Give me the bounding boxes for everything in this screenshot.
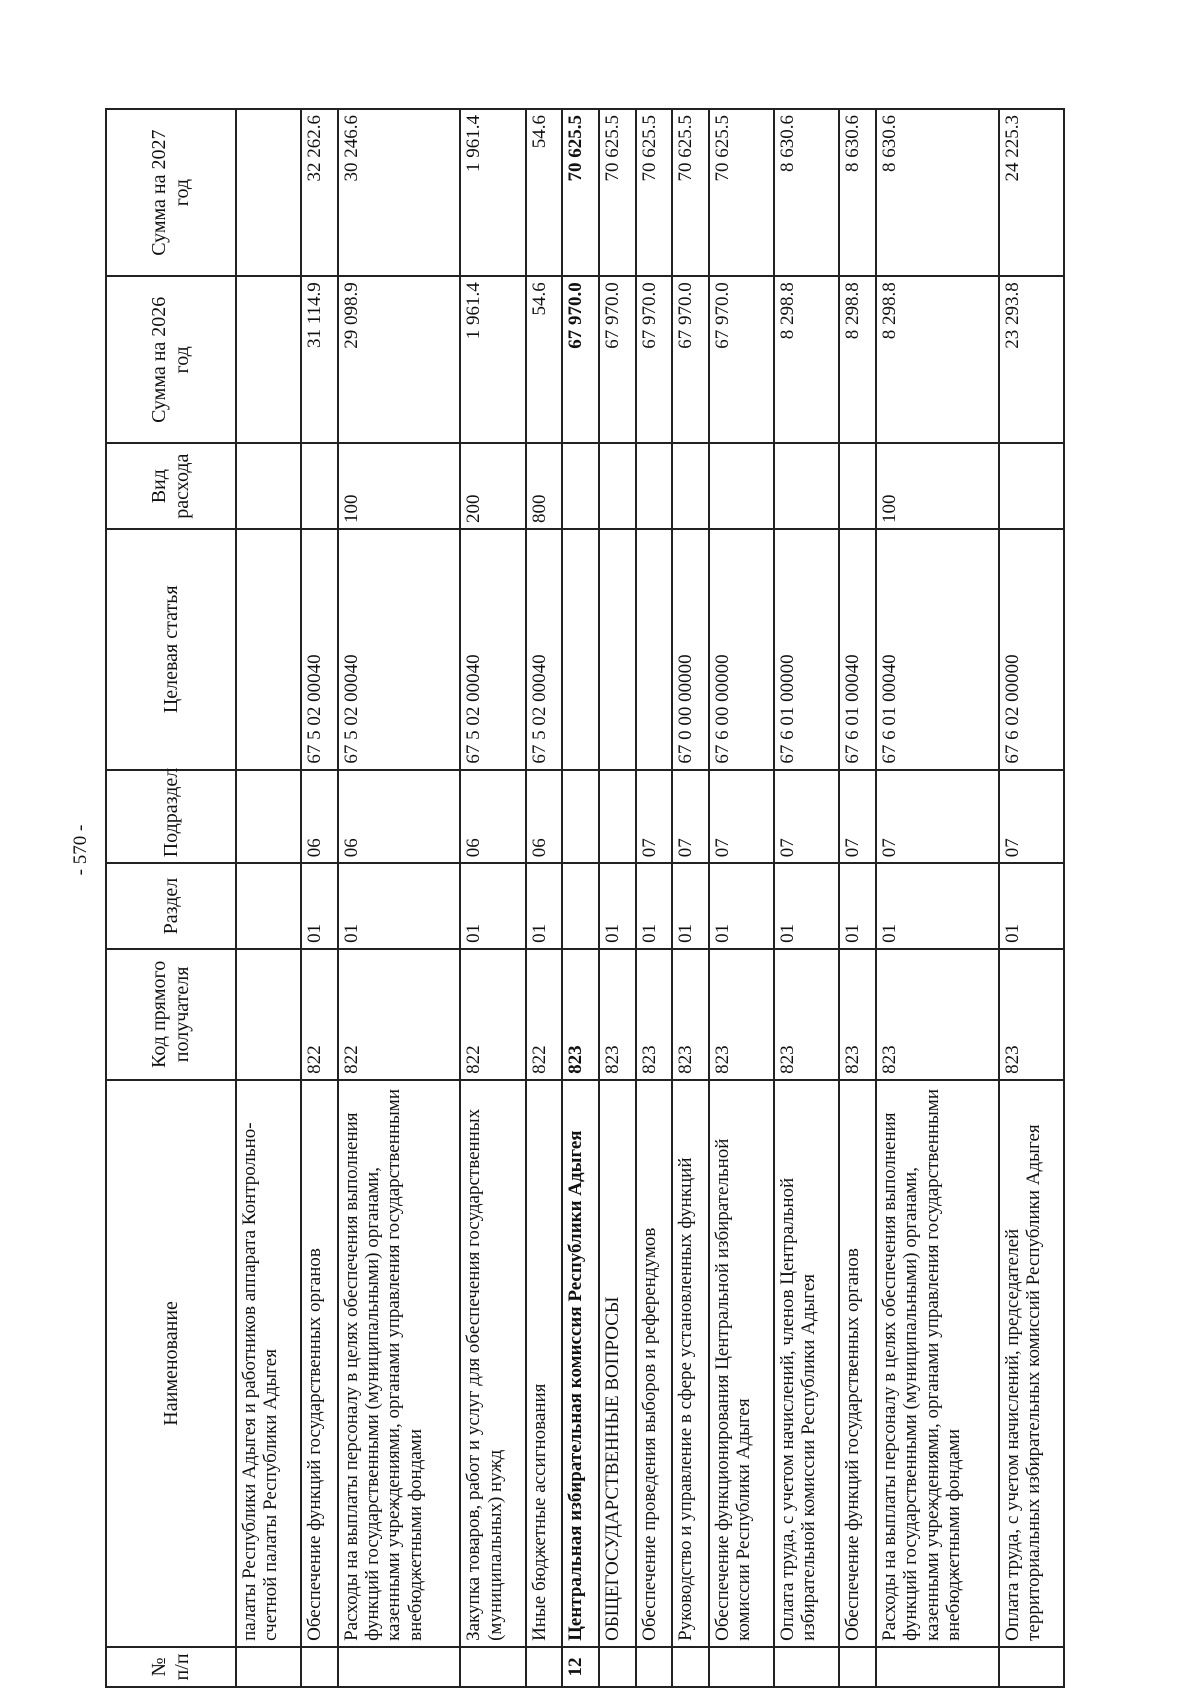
page-number: - 570 - (70, 824, 91, 876)
cell-recipient: 822 (460, 949, 525, 1080)
cell-sum2027: 30 246.6 (338, 109, 460, 276)
cell-expense (301, 443, 338, 529)
cell-no (636, 1647, 673, 1687)
cell-no: 12 (562, 1647, 599, 1687)
table-row (562, 109, 599, 1687)
cell-name: Иные бюджетные ассигнования (526, 1080, 563, 1647)
cell-sum2027: 70 625.5 (599, 109, 636, 276)
cell-recipient: 823 (876, 949, 998, 1080)
cell-name: Руководство и управление в сфере установленных функций (672, 1080, 709, 1647)
cell-sum2026: 31 114.9 (301, 276, 338, 443)
cell-no (839, 1647, 876, 1687)
cell-sum2026: 23 293.8 (999, 276, 1064, 443)
cell-expense (636, 443, 673, 529)
budget-table (105, 108, 1065, 1688)
cell-no (672, 1647, 709, 1687)
cell-name: Закупка товаров, работ и услуг для обеспечения государственных (муниципальных) нужд (460, 1080, 525, 1647)
cell-name: Центральная избирательная комиссия Республики Адыгея (562, 1080, 599, 1647)
cell-section: 01 (774, 863, 839, 949)
header-no: № п/п (106, 1647, 236, 1687)
cell-expense (999, 443, 1064, 529)
header-name: Наименование (106, 1080, 236, 1647)
cell-no (301, 1647, 338, 1687)
cell-target: 67 5 02 00040 (460, 529, 525, 770)
cell-section (562, 863, 599, 949)
cell-sum2027: 8 630.6 (876, 109, 998, 276)
cell-sum2027: 54.6 (526, 109, 563, 276)
cell-sum2027: 24 225.3 (999, 109, 1064, 276)
cell-sum2026: 8 298.8 (774, 276, 839, 443)
cell-section: 01 (338, 863, 460, 949)
cell-subsection: 07 (636, 770, 673, 864)
cell-target: 67 6 00 00000 (709, 529, 774, 770)
cell-sum2026: 54.6 (526, 276, 563, 443)
cell-expense (236, 443, 301, 529)
cell-sum2026: 8 298.8 (876, 276, 998, 443)
table-row (338, 109, 460, 1687)
cell-subsection: 07 (839, 770, 876, 864)
cell-sum2027: 70 625.5 (562, 109, 599, 276)
cell-recipient: 823 (709, 949, 774, 1080)
cell-target: 67 0 00 00000 (672, 529, 709, 770)
cell-sum2027: 1 961.4 (460, 109, 525, 276)
cell-name: Оплата труда, с учетом начислений, председателей территориальных избирательных комиссий Республики Адыгея (999, 1080, 1064, 1647)
cell-recipient: 823 (839, 949, 876, 1080)
cell-expense: 200 (460, 443, 525, 529)
header-expense: Вид расхода (106, 443, 236, 529)
cell-sum2026: 67 970.0 (562, 276, 599, 443)
cell-recipient (236, 949, 301, 1080)
cell-expense: 100 (338, 443, 460, 529)
cell-target: 67 5 02 00040 (301, 529, 338, 770)
cell-subsection (236, 770, 301, 864)
cell-no (526, 1647, 563, 1687)
header-target: Целевая статья (106, 529, 236, 770)
table-row (672, 109, 709, 1687)
cell-name: Расходы на выплаты персоналу в целях обеспечения выполнения функций государственными (муниципальными) органами, казенными учреждениями, органами управления государственными внебюджетными фондами (338, 1080, 460, 1647)
cell-subsection (562, 770, 599, 864)
cell-sum2026: 8 298.8 (839, 276, 876, 443)
cell-no (774, 1647, 839, 1687)
cell-expense (599, 443, 636, 529)
table-row (876, 109, 998, 1687)
header-row (106, 109, 236, 1687)
cell-sum2026: 1 961.4 (460, 276, 525, 443)
cell-no (236, 1647, 301, 1687)
cell-expense (672, 443, 709, 529)
cell-recipient: 823 (999, 949, 1064, 1080)
cell-name: Оплата труда, с учетом начислений, членов Центральной избирательной комиссии Республики Адыгея (774, 1080, 839, 1647)
cell-subsection: 06 (301, 770, 338, 864)
cell-section: 01 (460, 863, 525, 949)
cell-sum2027: 32 262.6 (301, 109, 338, 276)
cell-recipient: 823 (562, 949, 599, 1080)
cell-no (599, 1647, 636, 1687)
cell-sum2026: 67 970.0 (636, 276, 673, 443)
cell-name: палаты Республики Адыгея и работников аппарата Контрольно-счетной палаты Республики Адыгея (236, 1080, 301, 1647)
cell-recipient: 823 (636, 949, 673, 1080)
cell-name: Обеспечение проведения выборов и референдумов (636, 1080, 673, 1647)
cell-no (876, 1647, 998, 1687)
cell-sum2027: 70 625.5 (709, 109, 774, 276)
table-row (301, 109, 338, 1687)
cell-recipient: 822 (526, 949, 563, 1080)
cell-sum2026: 67 970.0 (709, 276, 774, 443)
cell-section: 01 (672, 863, 709, 949)
cell-recipient: 822 (301, 949, 338, 1080)
cell-target: 67 6 01 00040 (839, 529, 876, 770)
cell-expense: 100 (876, 443, 998, 529)
cell-name: Расходы на выплаты персоналу в целях обеспечения выполнения функций государственными (муниципальными) органами, казенными учреждениями, органами управления государственными внебюджетными фондами (876, 1080, 998, 1647)
cell-expense: 800 (526, 443, 563, 529)
cell-recipient: 823 (599, 949, 636, 1080)
cell-section: 01 (709, 863, 774, 949)
cell-subsection: 07 (672, 770, 709, 864)
table-row (839, 109, 876, 1687)
cell-no (460, 1647, 525, 1687)
cell-sum2027: 70 625.5 (672, 109, 709, 276)
cell-sum2026: 67 970.0 (599, 276, 636, 443)
cell-target: 67 6 01 00040 (876, 529, 998, 770)
cell-section: 01 (526, 863, 563, 949)
cell-recipient: 823 (774, 949, 839, 1080)
table-row (460, 109, 525, 1687)
cell-target: 67 6 02 00000 (999, 529, 1064, 770)
cell-target (599, 529, 636, 770)
cell-no (338, 1647, 460, 1687)
header-recipient: Код прямого получателя (106, 949, 236, 1080)
cell-name: ОБЩЕГОСУДАРСТВЕННЫЕ ВОПРОСЫ (599, 1080, 636, 1647)
cell-target: 67 5 02 00040 (338, 529, 460, 770)
table-row (999, 109, 1064, 1687)
cell-section: 01 (599, 863, 636, 949)
cell-no (709, 1647, 774, 1687)
cell-section: 01 (999, 863, 1064, 949)
header-section: Раздел (106, 863, 236, 949)
cell-expense (562, 443, 599, 529)
cell-subsection (599, 770, 636, 864)
cell-sum2027: 8 630.6 (774, 109, 839, 276)
cell-sum2026: 29 098.9 (338, 276, 460, 443)
table-row (636, 109, 673, 1687)
cell-sum2027: 8 630.6 (839, 109, 876, 276)
cell-recipient: 822 (338, 949, 460, 1080)
cell-expense (774, 443, 839, 529)
cell-subsection: 07 (774, 770, 839, 864)
cell-subsection: 07 (709, 770, 774, 864)
table-row (236, 109, 301, 1687)
table-wrapper (105, 108, 1065, 1688)
cell-expense (709, 443, 774, 529)
cell-sum2026: 67 970.0 (672, 276, 709, 443)
header-subsection: Подраздел (106, 770, 236, 864)
header-sum2026: Сумма на 2026 год (106, 276, 236, 443)
cell-name: Обеспечение функций государственных органов (301, 1080, 338, 1647)
cell-section: 01 (876, 863, 998, 949)
cell-sum2027: 70 625.5 (636, 109, 673, 276)
cell-expense (839, 443, 876, 529)
cell-section: 01 (839, 863, 876, 949)
table-row (526, 109, 563, 1687)
cell-subsection: 06 (460, 770, 525, 864)
cell-recipient: 823 (672, 949, 709, 1080)
cell-name: Обеспечение функций государственных органов (839, 1080, 876, 1647)
cell-section: 01 (636, 863, 673, 949)
table-row (599, 109, 636, 1687)
cell-target: 67 5 02 00040 (526, 529, 563, 770)
cell-name: Обеспечение функционирования Центральной избирательной комиссии Республики Адыгея (709, 1080, 774, 1647)
cell-target (636, 529, 673, 770)
cell-target (236, 529, 301, 770)
cell-subsection: 06 (526, 770, 563, 864)
cell-section (236, 863, 301, 949)
cell-subsection: 07 (999, 770, 1064, 864)
table-row (774, 109, 839, 1687)
table-row (709, 109, 774, 1687)
cell-no (999, 1647, 1064, 1687)
cell-section: 01 (301, 863, 338, 949)
cell-target: 67 6 01 00000 (774, 529, 839, 770)
cell-sum2027 (236, 109, 301, 276)
cell-subsection: 06 (338, 770, 460, 864)
cell-target (562, 529, 599, 770)
cell-sum2026 (236, 276, 301, 443)
cell-subsection: 07 (876, 770, 998, 864)
header-sum2027: Сумма на 2027 год (106, 109, 236, 276)
